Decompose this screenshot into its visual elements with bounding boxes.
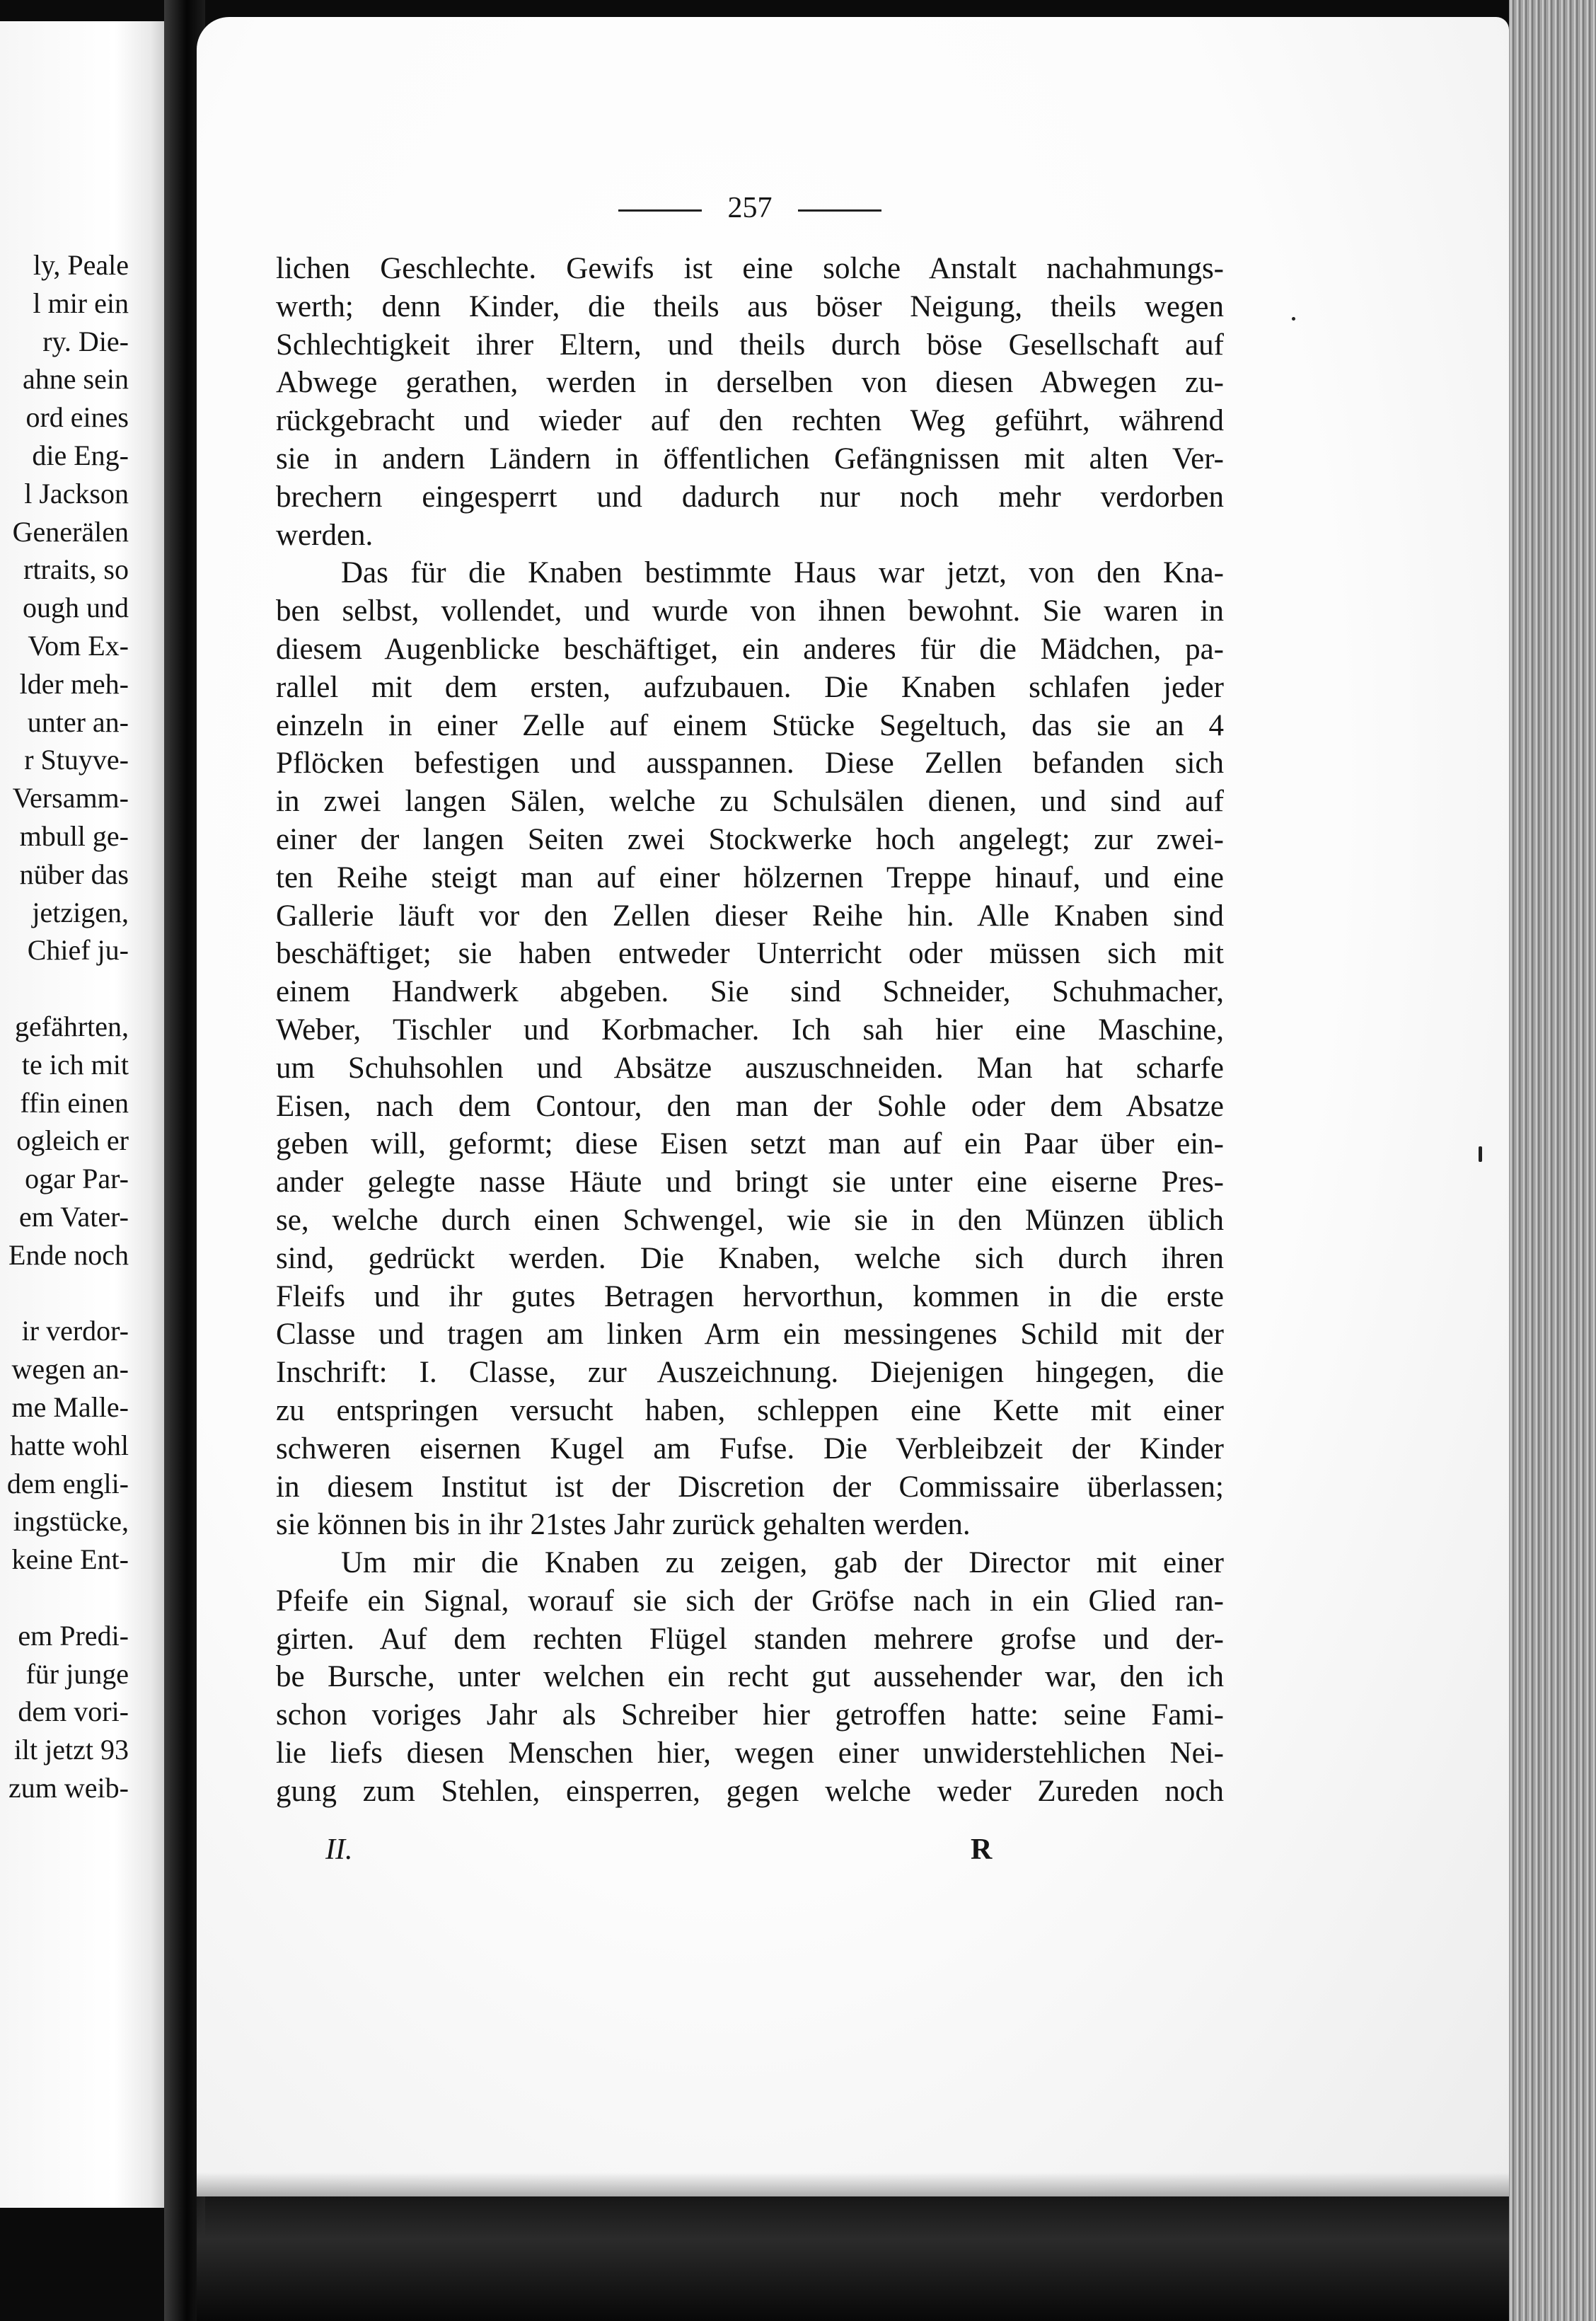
main-text <box>276 250 1224 1811</box>
text-line: Fleifs und ihr gutes Betragen hervorthun, kommen in die erste <box>276 1279 1224 1313</box>
left-page-line: l mir ein <box>33 287 129 319</box>
text-line: Weber, Tischler und Korbmacher. Ich sah hier eine Maschine, <box>276 1013 1224 1047</box>
text-line: lichen Geschlechte. Gewifs ist eine solche Anstalt nachahmungs- <box>276 252 1224 285</box>
page-edges <box>1509 0 1596 2321</box>
left-page-line: mbull ge- <box>19 820 129 852</box>
left-page-line: ir verdor- <box>21 1315 129 1347</box>
text-line: werden. <box>276 518 374 552</box>
left-page-line: dem vori- <box>18 1695 129 1728</box>
text-line: se, welche durch einen Schwengel, wie sie in den Münzen üblich <box>276 1203 1224 1237</box>
left-page-line: dem engli- <box>6 1467 129 1499</box>
text-line: Schlechtigkeit ihrer Eltern, und theils durch böse Gesellschaft auf <box>276 328 1224 362</box>
text-line: werth; denn Kinder, die theils aus böser Neigung, theils wegen <box>276 289 1224 323</box>
signature-mark: II. <box>325 1833 353 1866</box>
text-line: in zwei langen Sälen, welche zu Schulsälen dienen, und sind auf <box>276 785 1224 819</box>
text-line: geben will, geformt; diese Eisen setzt man auf ein Paar über ein- <box>276 1127 1224 1161</box>
header-rule-left <box>618 209 702 212</box>
left-page-line: me Malle- <box>11 1391 129 1423</box>
text-line: in diesem Institut ist der Discretion der Commissaire überlassen; <box>276 1470 1224 1504</box>
text-line: sie in andern Ländern in öffentlichen Gefängnissen mit alten Ver- <box>276 442 1224 476</box>
left-page-line: Versamm- <box>12 782 129 814</box>
left-page-line: em Vater- <box>18 1201 129 1233</box>
left-page-line: Vom Ex- <box>28 630 129 662</box>
left-page-line: l Jackson <box>24 477 129 509</box>
left-page-line: zum weib- <box>8 1772 129 1804</box>
page-number: 257 <box>727 192 773 224</box>
left-page-line: wegen an- <box>11 1353 129 1386</box>
text-line: Classe und tragen am linken Arm ein messingenes Schild mit der <box>276 1318 1224 1352</box>
left-page-line: rtraits, so <box>23 553 129 586</box>
text-line: gung zum Stehlen, einsperren, gegen welche weder Zureden noch <box>276 1774 1224 1808</box>
text-line: Gallerie läuft vor den Zellen dieser Reihe hin. Alle Knaben sind <box>276 899 1224 933</box>
left-page-line: ogleich er <box>16 1124 129 1157</box>
text-line: einzeln in einer Zelle auf einem Stücke Segeltuch, das sie an 4 <box>276 708 1224 742</box>
dust-speck <box>1292 317 1295 321</box>
text-line: Pfeife ein Signal, worauf sie sich der Gröfse nach in ein Glied ran- <box>276 1584 1224 1618</box>
text-line: ten Reihe steigt man auf einer hölzernen Treppe hinauf, und eine <box>276 860 1224 894</box>
header-rule-right <box>798 209 881 212</box>
page-header <box>276 191 1224 234</box>
left-page-line: Chief ju- <box>27 934 129 967</box>
text-line: Das für die Knaben bestimmte Haus war jetzt, von den Kna- <box>341 556 1224 590</box>
left-page-line: nüber das <box>19 858 129 890</box>
text-line: sie können bis in ihr 21stes Jahr zurück gehalten werden. <box>276 1508 971 1542</box>
text-line: ben selbst, vollendet, und wurde von ihnen bewohnt. Sie waren in <box>276 594 1224 628</box>
text-line: um Schuhsohlen und Absätze auszuschneiden. Man hat scharfe <box>276 1051 1224 1085</box>
text-line: zu entspringen versucht haben, schleppen eine Kette mit einer <box>276 1393 1224 1427</box>
left-page <box>0 21 164 2208</box>
bottom-shadow <box>197 2172 1509 2321</box>
text-line: einem Handwerk abgeben. Sie sind Schneider, Schuhmacher, <box>276 975 1224 1009</box>
text-line: rallel mit dem ersten, aufzubauen. Die Knaben schlafen jeder <box>276 670 1224 704</box>
left-page-line: hatte wohl <box>10 1429 129 1461</box>
text-line: schon voriges Jahr als Schreiber hier getroffen hatte: seine Fami- <box>276 1698 1224 1732</box>
text-line: einer der langen Seiten zwei Stockwerke hoch angelegt; zur zwei- <box>276 822 1224 856</box>
left-page-line: keine Ent- <box>11 1543 129 1576</box>
page-footer <box>276 1833 1224 1875</box>
quire-mark: R <box>971 1833 993 1866</box>
text-line: sind, gedrückt werden. Die Knaben, welche sich durch ihren <box>276 1241 1224 1275</box>
left-page-line: ly, Peale <box>33 249 129 281</box>
left-page-line: die Eng- <box>32 439 129 471</box>
left-page-line: für junge <box>25 1657 129 1690</box>
text-line: rückgebracht und wieder auf den rechten Weg geführt, während <box>276 404 1224 438</box>
text-line: ander gelegte nasse Häute und bringt sie unter eine eiserne Pres- <box>276 1165 1224 1199</box>
left-page-line: ffin einen <box>20 1086 129 1119</box>
text-line: diesem Augenblicke beschäftiget, ein anderes für die Mädchen, pa- <box>276 632 1224 666</box>
left-page-line: jetzigen, <box>32 896 129 928</box>
left-page-line: Generälen <box>12 515 129 548</box>
left-page-line: ahne sein <box>23 363 129 396</box>
text-line: Abwege gerathen, werden in derselben von diesen Abwegen zu- <box>276 366 1224 400</box>
text-line: schweren eisernen Kugel am Fufse. Die Verbleibzeit der Kinder <box>276 1432 1224 1465</box>
text-line: Pflöcken befestigen und ausspannen. Diese Zellen befanden sich <box>276 747 1224 781</box>
text-line: girten. Auf dem rechten Flügel standen mehrere grofse und der- <box>276 1622 1224 1656</box>
text-line: beschäftiget; sie haben entweder Unterricht oder müssen sich mit <box>276 937 1224 971</box>
text-line: be Bursche, unter welchen ein recht gut aussehender war, den ich <box>276 1660 1224 1694</box>
left-page-line: Ende noch <box>8 1238 129 1271</box>
text-line: Eisen, nach dem Contour, den man der Sohle oder dem Absatze <box>276 1089 1224 1123</box>
left-page-line: lder meh- <box>19 667 129 700</box>
text-line: Inschrift: I. Classe, zur Auszeichnung. Diejenigen hingegen, die <box>276 1356 1224 1390</box>
left-page-line: ogar Par- <box>25 1163 129 1195</box>
left-page-line: em Predi- <box>18 1619 129 1652</box>
left-page-line: te ich mit <box>21 1048 129 1081</box>
left-page-line: unter an- <box>27 705 129 738</box>
left-page-line: ord eines <box>25 401 129 434</box>
dust-speck <box>1479 1146 1482 1162</box>
text-line: lie liefs diesen Menschen hier, wegen einer unwiderstehlichen Nei- <box>276 1737 1224 1770</box>
left-page-line: ingstücke, <box>13 1505 129 1538</box>
left-page-line: ry. Die- <box>42 325 129 357</box>
left-page-line: r Stuyve- <box>24 744 129 776</box>
text-line: Um mir die Knaben zu zeigen, gab der Director mit einer <box>341 1546 1224 1580</box>
left-page-line: ough und <box>23 592 129 624</box>
left-page-line: gefährten, <box>14 1010 129 1042</box>
text-line: brechern eingesperrt und dadurch nur noch mehr verdorben <box>276 480 1224 514</box>
left-page-line: ilt jetzt 93 <box>13 1734 129 1766</box>
